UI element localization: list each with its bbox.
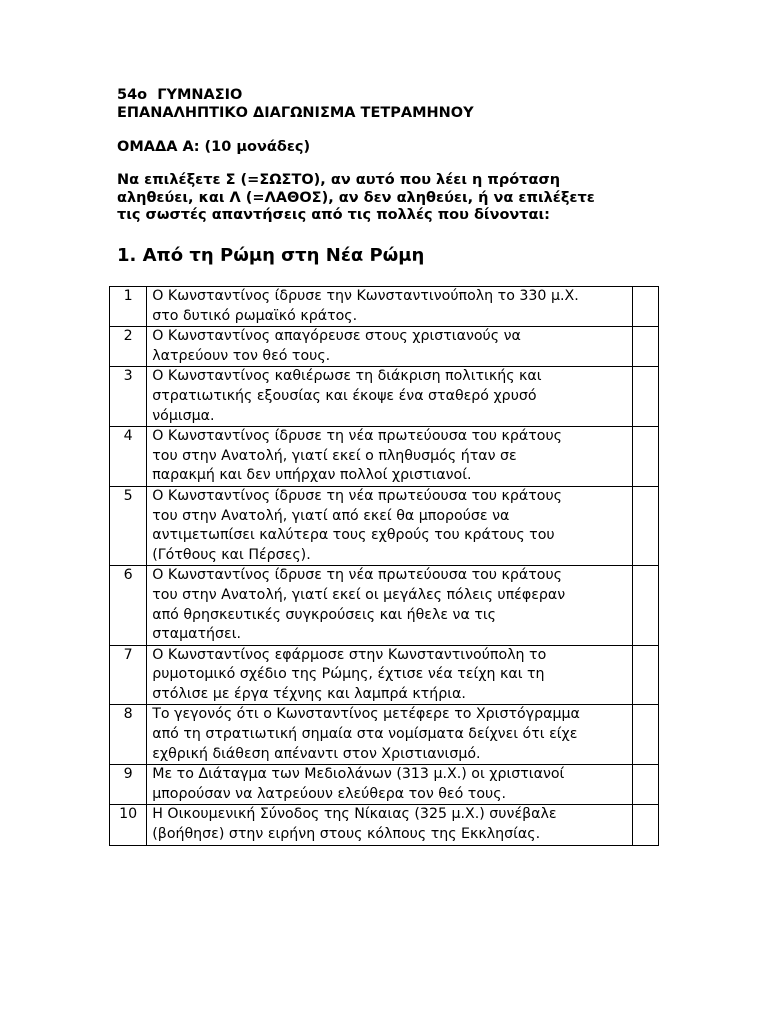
statement-line: του στην Ανατολή, γιατί εκεί οι μεγάλες πόλεις υπέφεραν <box>152 586 566 603</box>
statement-line: Ο Κωνσταντίνος ίδρυσε τη νέα πρωτεύουσα του κράτους <box>152 428 562 445</box>
statement-line: λατρεύουν τον θεό τους. <box>152 347 331 364</box>
question-row <box>110 645 659 705</box>
statement-line: (βοήθησε) στην ειρήνη στους κόλπους της Εκκλησίας. <box>152 826 541 843</box>
statement-line: εχθρική διάθεση απέναντι στον Χριστιανισμό. <box>152 745 481 762</box>
statement-line: Με το Διάταγμα των Μεδιολάνων (313 μ.Χ.) οι χριστιανοί <box>152 766 565 783</box>
answer-box[interactable] <box>633 765 659 805</box>
statement-line: από τη στρατιωτική σημαία στα νομίσματα δείχνει ότι είχε <box>152 726 578 743</box>
question-number: 6 <box>110 566 147 645</box>
statement-line: Ο Κωνσταντίνος ίδρυσε τη νέα πρωτεύουσα του κράτους <box>152 487 562 504</box>
statement-line: Ο Κωνσταντίνος καθιέρωσε τη διάκριση πολιτικής και <box>152 368 542 385</box>
question-statement <box>147 805 633 845</box>
answer-box[interactable] <box>633 705 659 765</box>
instructions-line: Να επιλέξετε Σ (=ΣΩΣΤΟ), αν αυτό που λέει η πρόταση <box>117 172 561 188</box>
question-row <box>110 427 659 487</box>
question-row <box>110 805 659 845</box>
question-statement <box>147 566 633 645</box>
answer-box[interactable] <box>633 645 659 705</box>
question-number: 4 <box>110 427 147 487</box>
group-label: ΟΜΑΔΑ Α: (10 μονάδες) <box>117 139 311 155</box>
section-heading: 1. Από τη Ρώμη στη Νέα Ρώμη <box>117 245 425 266</box>
question-row <box>110 327 659 367</box>
question-row <box>110 486 659 565</box>
question-number: 3 <box>110 367 147 427</box>
question-number: 2 <box>110 327 147 367</box>
question-statement <box>147 427 633 487</box>
question-statement <box>147 367 633 427</box>
statement-line: του στην Ανατολή, γιατί εκεί ο πληθυσμός ήταν σε <box>152 447 517 464</box>
question-statement <box>147 287 633 327</box>
question-statement <box>147 486 633 565</box>
statement-line: από θρησκευτικές συγκρούσεις και ήθελε να τις <box>152 606 496 623</box>
question-statement <box>147 645 633 705</box>
question-statement <box>147 327 633 367</box>
statement-line: του στην Ανατολή, γιατί από εκεί θα μπορούσε να <box>152 507 510 524</box>
answer-box[interactable] <box>633 427 659 487</box>
question-number: 1 <box>110 287 147 327</box>
answer-box[interactable] <box>633 367 659 427</box>
question-number: 5 <box>110 486 147 565</box>
question-number: 8 <box>110 705 147 765</box>
exam-title: ΕΠΑΝΑΛΗΠΤΙΚΟ ΔΙΑΓΩΝΙΣΜΑ ΤΕΤΡΑΜΗΝΟΥ <box>117 105 474 121</box>
statement-line: Η Οικουμενική Σύνοδος της Νίκαιας (325 μ.Χ.) συνέβαλε <box>152 806 557 823</box>
statement-line: (Γότθους και Πέρσες). <box>152 546 311 563</box>
answer-box[interactable] <box>633 566 659 645</box>
statement-line: στρατιωτικής εξουσίας και έκοψε ένα σταθερό χρυσό <box>152 387 537 404</box>
instructions <box>117 172 647 225</box>
question-row <box>110 367 659 427</box>
instructions-line: τις σωστές απαντήσεις από τις πολλές που δίνονται: <box>117 207 550 223</box>
statement-line: μπορούσαν να λατρεύουν ελεύθερα τον θεό τους. <box>152 785 507 802</box>
question-row <box>110 705 659 765</box>
statement-line: Ο Κωνσταντίνος ίδρυσε την Κωνσταντινούπολη το 330 μ.Χ. <box>152 288 579 304</box>
statement-line: σταματήσει. <box>152 626 242 643</box>
statement-line: παρακμή και δεν υπήρχαν πολλοί χριστιανοί. <box>152 467 472 484</box>
statement-line: στόλισε με έργα τέχνης και λαμπρά κτήρια. <box>152 685 466 702</box>
statement-line: νόμισμα. <box>152 407 215 424</box>
answer-box[interactable] <box>633 287 659 327</box>
question-row <box>110 287 659 327</box>
question-statement <box>147 765 633 805</box>
question-statement <box>147 705 633 765</box>
question-row <box>110 566 659 645</box>
answer-box[interactable] <box>633 805 659 845</box>
instructions-line: αληθεύει, και Λ (=ΛΑΘΟΣ), αν δεν αληθεύει, ή να επιλέξετε <box>117 189 595 206</box>
statement-line: Ο Κωνσταντίνος εφάρμοσε στην Κωνσταντινούπολη το <box>152 646 547 663</box>
question-number: 9 <box>110 765 147 805</box>
question-number: 10 <box>110 805 147 845</box>
school-name: 54ο ΓΥΜΝΑΣΙΟ <box>117 87 243 103</box>
question-number: 7 <box>110 645 147 705</box>
statement-line: ρυμοτομικό σχέδιο της Ρώμης, έχτισε νέα τείχη και τη <box>152 666 545 683</box>
question-row <box>110 765 659 805</box>
answer-box[interactable] <box>633 327 659 367</box>
answer-box[interactable] <box>633 486 659 565</box>
statement-line: Το γεγονός ότι ο Κωνσταντίνος μετέφερε το Χριστόγραμμα <box>152 706 580 723</box>
statement-line: Ο Κωνσταντίνος απαγόρευσε στους χριστιανούς να <box>152 328 521 345</box>
statement-line: Ο Κωνσταντίνος ίδρυσε τη νέα πρωτεύουσα του κράτους <box>152 567 562 584</box>
statement-line: στο δυτικό ρωμαϊκό κράτος. <box>152 307 358 324</box>
statement-line: αντιμετωπίσει καλύτερα τους εχθρούς του κράτους του <box>152 527 555 544</box>
true-false-table <box>109 286 659 846</box>
